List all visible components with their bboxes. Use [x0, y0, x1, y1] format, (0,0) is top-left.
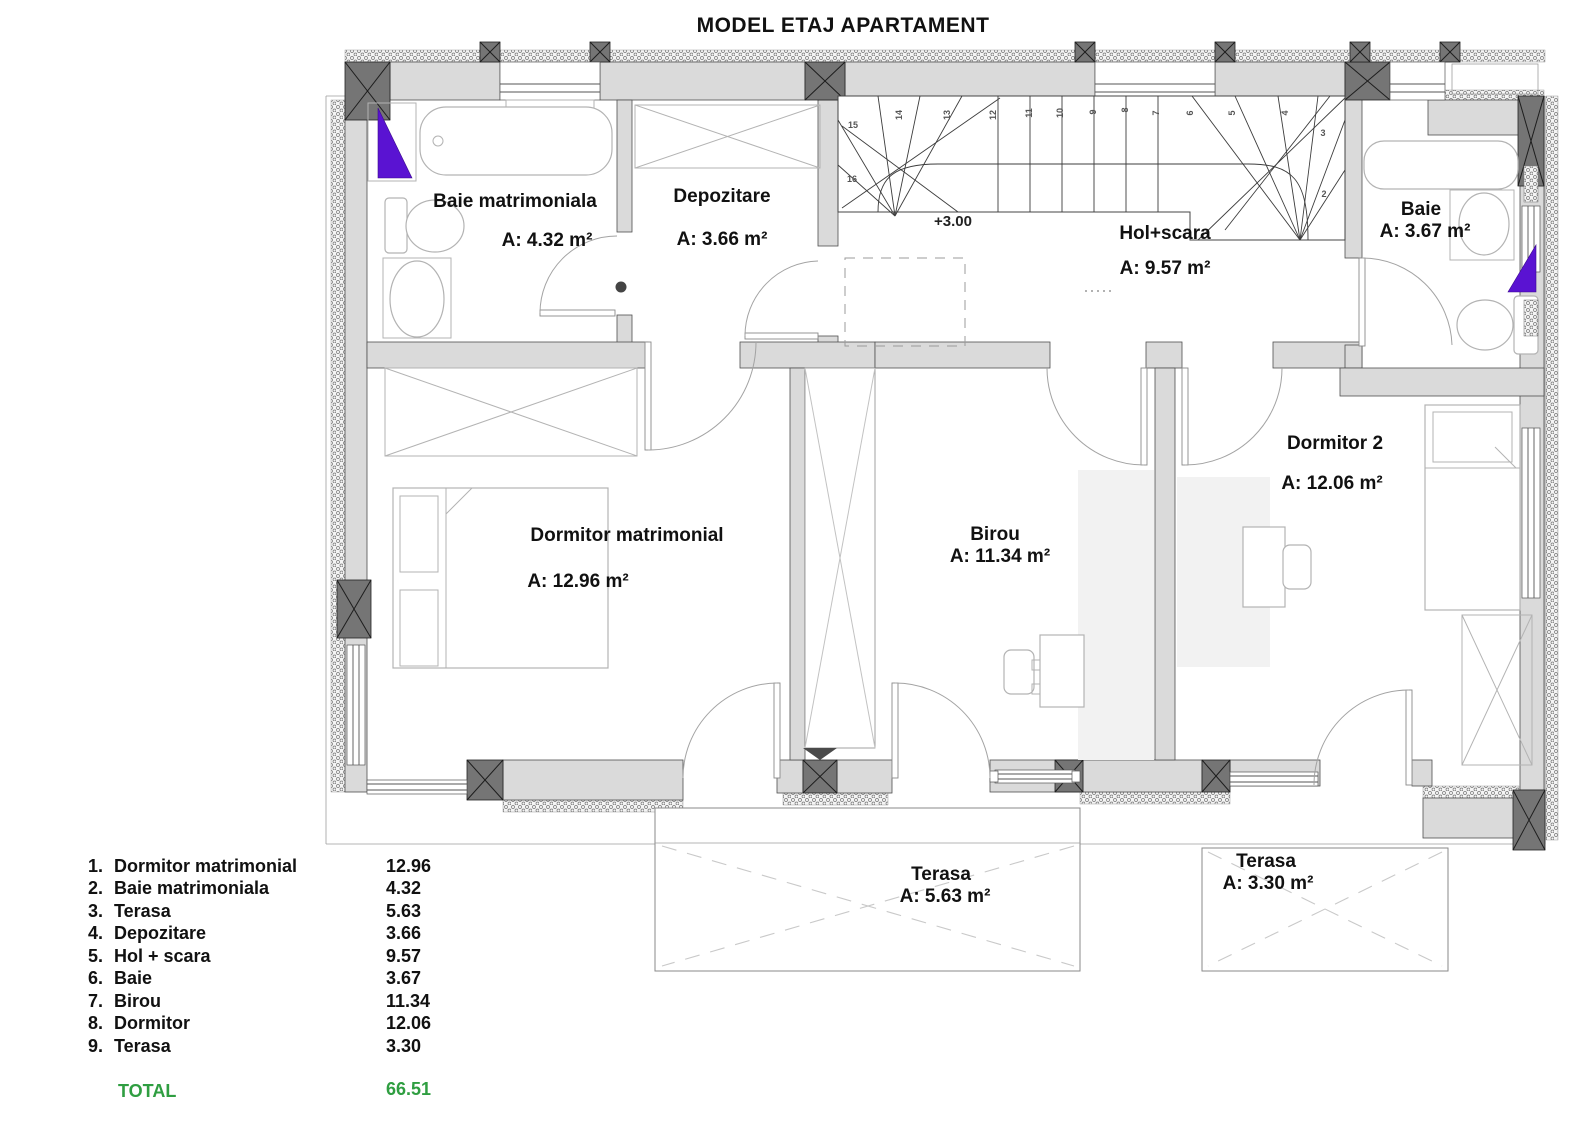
- room-area: A: 3.66 m²: [676, 229, 768, 250]
- room-area: A: 9.57 m²: [1119, 258, 1211, 279]
- room-name: Baie matrimoniala: [433, 191, 597, 212]
- void-shaft: [803, 368, 875, 760]
- room-name: Hol+scara: [1119, 223, 1211, 244]
- svg-text:2.: 2.: [87, 878, 103, 898]
- svg-text:7: 7: [1151, 110, 1161, 116]
- door-handle-dot: [616, 282, 627, 293]
- room-name: Depozitare: [673, 186, 771, 207]
- svg-text:Baie: Baie: [114, 968, 153, 988]
- room-name: Terasa: [1236, 851, 1296, 872]
- svg-text:6: 6: [1185, 110, 1195, 116]
- legend-row: [88, 946, 421, 966]
- svg-text:12.06: 12.06: [386, 1013, 432, 1033]
- svg-text:1.: 1.: [87, 856, 103, 876]
- door-terasa-birou: [892, 683, 990, 778]
- svg-text:7.: 7.: [87, 991, 103, 1011]
- single-bed: [1425, 405, 1520, 610]
- legend-row: [88, 968, 421, 988]
- legend-total-row: [118, 1079, 431, 1101]
- room-area: A: 5.63 m²: [899, 886, 991, 907]
- svg-text:8.: 8.: [87, 1013, 103, 1033]
- bathtub: [420, 107, 612, 175]
- svg-text:4.: 4.: [87, 923, 103, 943]
- dormitor2-furniture: [1177, 405, 1532, 765]
- room-area: A: 12.06 m²: [1281, 473, 1383, 494]
- legend-row: [88, 991, 430, 1011]
- svg-text:8: 8: [1120, 107, 1130, 113]
- room-name: Dormitor matrimonial: [530, 525, 724, 546]
- column: [803, 760, 837, 793]
- svg-text:5: 5: [1227, 110, 1237, 116]
- room-area: A: 3.30 m²: [1222, 873, 1314, 894]
- svg-text:Depozitare: Depozitare: [114, 923, 207, 943]
- column: [1202, 760, 1230, 792]
- chair: [1283, 545, 1311, 589]
- room-name: Birou: [970, 524, 1020, 545]
- room-area: A: 12.96 m²: [527, 571, 629, 592]
- svg-text:11: 11: [1024, 108, 1034, 118]
- birou-furniture: [1004, 470, 1154, 760]
- svg-text:12: 12: [988, 109, 998, 121]
- svg-text:5.: 5.: [87, 946, 103, 966]
- wall-tie: [1215, 42, 1235, 62]
- window: [367, 780, 467, 794]
- wall-tie: [1075, 42, 1095, 62]
- legend: [88, 856, 431, 1101]
- staircase: [838, 96, 1345, 346]
- svg-text:9.: 9.: [87, 1036, 103, 1056]
- chair: [1004, 650, 1034, 694]
- legend-row: [88, 1013, 431, 1033]
- total-value: 66.51: [386, 1079, 432, 1099]
- window: [1390, 62, 1445, 100]
- legend-row: [88, 901, 421, 921]
- level-marker: +3.00: [934, 213, 972, 230]
- wall-tie: [1440, 42, 1460, 62]
- toilet-tank: [385, 198, 407, 253]
- wall-tie: [1350, 42, 1370, 62]
- doors: [540, 236, 1452, 785]
- svg-text:Dormitor matrimonial: Dormitor matrimonial: [114, 856, 298, 876]
- svg-text:Birou: Birou: [114, 991, 161, 1011]
- wall-tie: [590, 42, 610, 62]
- wall-niche: [1524, 166, 1538, 202]
- svg-text:11.34: 11.34: [386, 991, 431, 1011]
- svg-text:12.96: 12.96: [386, 856, 432, 876]
- door-terasa-dormitor2: [1314, 690, 1412, 785]
- room-name: Dormitor 2: [1286, 433, 1384, 454]
- svg-text:13: 13: [942, 109, 952, 121]
- column-marker: [803, 748, 837, 760]
- svg-text:9.57: 9.57: [386, 946, 422, 966]
- svg-text:Terasa: Terasa: [114, 901, 171, 921]
- legend-row: [88, 923, 421, 943]
- wall-niche: [1524, 300, 1538, 336]
- baie-matrimoniala-fixtures: [368, 103, 612, 338]
- svg-text:9: 9: [1088, 109, 1098, 115]
- door-birou: [1047, 368, 1147, 465]
- room-name: Baie: [1400, 199, 1442, 220]
- room-area: A: 4.32 m²: [501, 230, 593, 251]
- window-wedge: [378, 108, 412, 178]
- terasa-mare: [655, 808, 1080, 971]
- desk: [1243, 527, 1285, 607]
- wall-tie: [480, 42, 500, 62]
- column: [805, 62, 845, 100]
- legend-row: [88, 1036, 421, 1056]
- column: [337, 580, 371, 638]
- landing-dashed-outline: [845, 258, 965, 346]
- door-dormitor-matrimonial: [645, 342, 756, 450]
- svg-text:16: 16: [846, 174, 858, 184]
- door-dormitor2: [1182, 368, 1282, 465]
- window: [347, 645, 365, 765]
- svg-text:2: 2: [1321, 189, 1327, 199]
- svg-text:3: 3: [1320, 128, 1326, 138]
- svg-text:10: 10: [1055, 107, 1065, 119]
- legend-row: [88, 856, 431, 876]
- svg-text:3.: 3.: [87, 901, 103, 921]
- desk: [1040, 635, 1084, 707]
- svg-text:14: 14: [894, 109, 904, 121]
- column: [1345, 62, 1390, 100]
- column: [1513, 790, 1545, 850]
- legend-row: [88, 878, 421, 898]
- svg-text:4: 4: [1280, 110, 1290, 116]
- svg-text:Dormitor: Dormitor: [114, 1013, 190, 1033]
- svg-text:6.: 6.: [87, 968, 103, 988]
- column: [467, 760, 503, 800]
- room-area: A: 3.67 m²: [1379, 221, 1471, 242]
- svg-text:4.32: 4.32: [386, 878, 422, 898]
- door-depozitare: [745, 261, 818, 339]
- svg-text:Hol + scara: Hol + scara: [114, 946, 211, 966]
- room-area: A: 11.34 m²: [949, 546, 1051, 567]
- baie-fixtures: [1364, 141, 1538, 354]
- toilet-bowl: [1457, 300, 1513, 350]
- dormitor-matrimonial-furniture: [385, 368, 637, 668]
- total-label: TOTAL: [118, 1081, 177, 1101]
- window: [990, 770, 1080, 783]
- depozitare-fixtures: [635, 105, 820, 168]
- door-baie: [1359, 258, 1452, 346]
- svg-text:3.30: 3.30: [386, 1036, 422, 1056]
- page-title: MODEL ETAJ APARTAMENT: [696, 14, 990, 37]
- svg-text:5.63: 5.63: [386, 901, 422, 921]
- svg-text:Terasa: Terasa: [114, 1036, 171, 1056]
- bathtub: [1364, 141, 1518, 189]
- room-name: Terasa: [911, 864, 971, 885]
- svg-text:3.67: 3.67: [386, 968, 422, 988]
- window: [1230, 772, 1318, 786]
- door-terasa-dormitor-matrimonial: [683, 683, 780, 778]
- svg-text:15: 15: [847, 120, 859, 130]
- svg-text:Baie matrimoniala: Baie matrimoniala: [114, 878, 270, 898]
- svg-text:3.66: 3.66: [386, 923, 422, 943]
- sink: [390, 261, 444, 337]
- window: [1522, 428, 1540, 598]
